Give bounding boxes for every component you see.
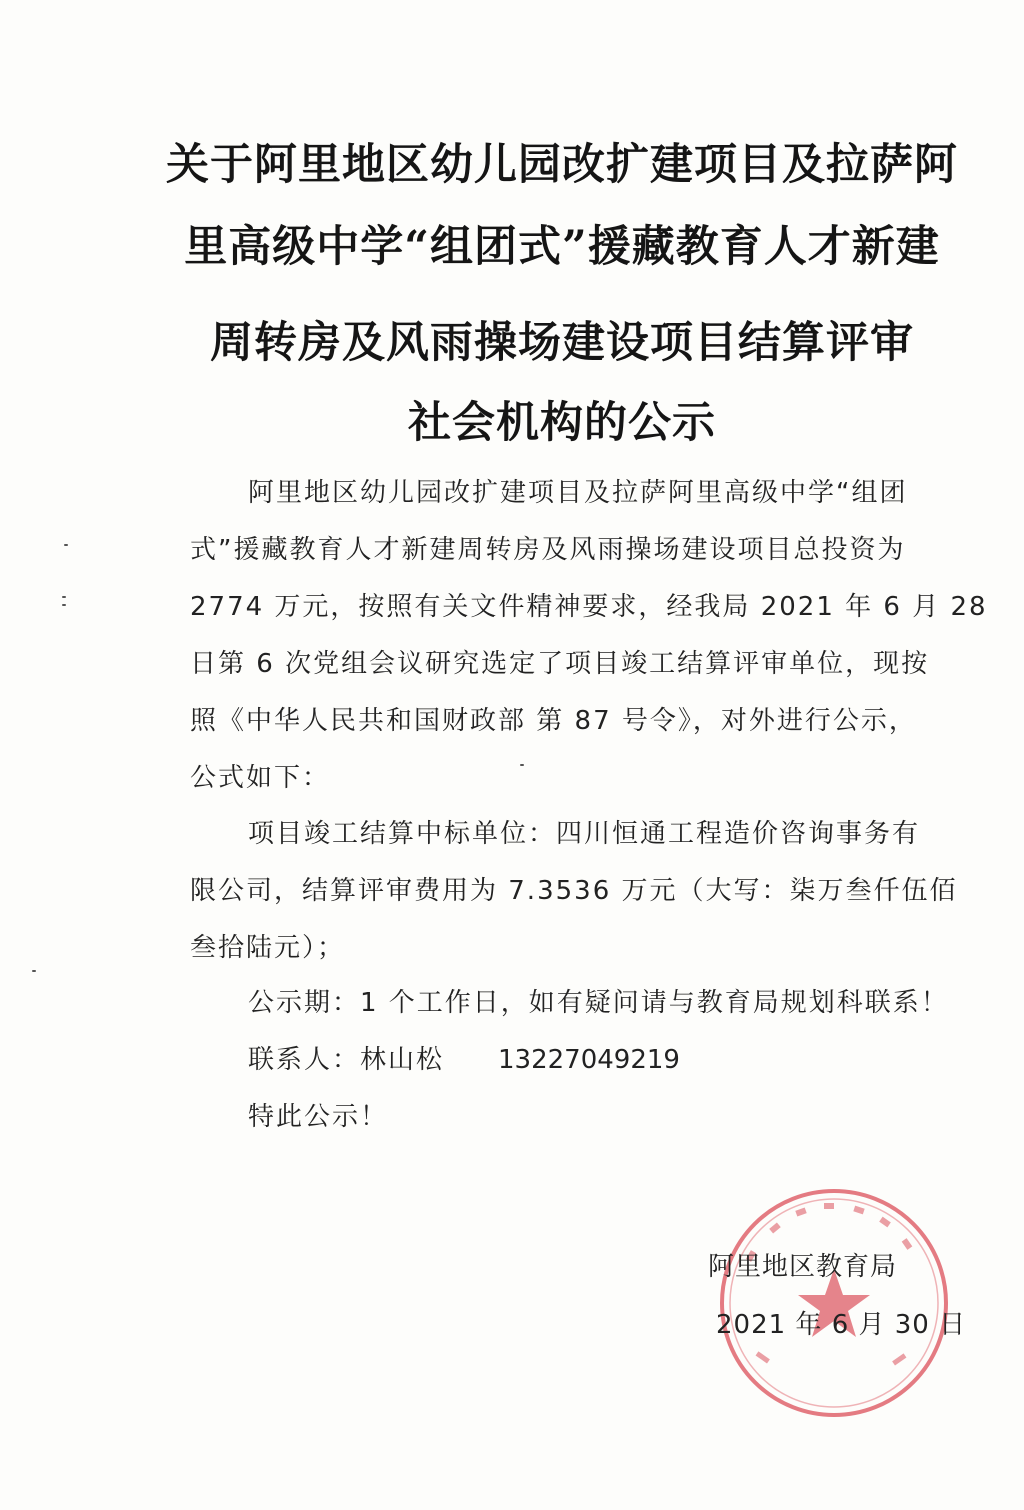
contact-label: 联系人：林山松 [248, 1045, 445, 1075]
body-line: 阿里地区幼儿园改扩建项目及拉萨阿里高级中学“组团 [248, 478, 908, 508]
notice-period: 公示期：1 个工作日，如有疑问请与教育局规划科联系！ [248, 988, 949, 1018]
title-line-4: 社会机构的公示 [408, 398, 716, 448]
body-line: 限公司，结算评审费用为 7.3536 万元（大写：柒万叁仟伍佰 [190, 876, 958, 906]
official-seal-icon [716, 1185, 952, 1421]
closing-text: 特此公示！ [248, 1102, 389, 1132]
body-line: 2774 万元，按照有关文件精神要求，经我局 2021 年 6 月 28 [190, 592, 988, 622]
body-line: 日第 6 次党组会议研究选定了项目竣工结算评审单位，现按 [190, 649, 930, 679]
title-line-2: 里高级中学“组团式”援藏教育人才新建 [184, 222, 940, 272]
contact-phone: 13227049219 [498, 1045, 680, 1075]
body-line: 公式如下： [190, 763, 331, 793]
signature-date: 2021 年 6 月 30 日 [716, 1310, 967, 1340]
title-line-3: 周转房及风雨操场建设项目结算评审 [210, 318, 914, 368]
body-line: 项目竣工结算中标单位：四川恒通工程造价咨询事务有 [248, 819, 921, 849]
signature-org: 阿里地区教育局 [708, 1252, 898, 1282]
body-line: 叁拾陆元）； [190, 933, 346, 963]
title-line-1: 关于阿里地区幼儿园改扩建项目及拉萨阿 [166, 140, 958, 190]
body-line: 式”援藏教育人才新建周转房及风雨操场建设项目总投资为 [190, 535, 906, 565]
body-line: 照《中华人民共和国财政部 第 87 号令》，对外进行公示， [190, 706, 917, 736]
